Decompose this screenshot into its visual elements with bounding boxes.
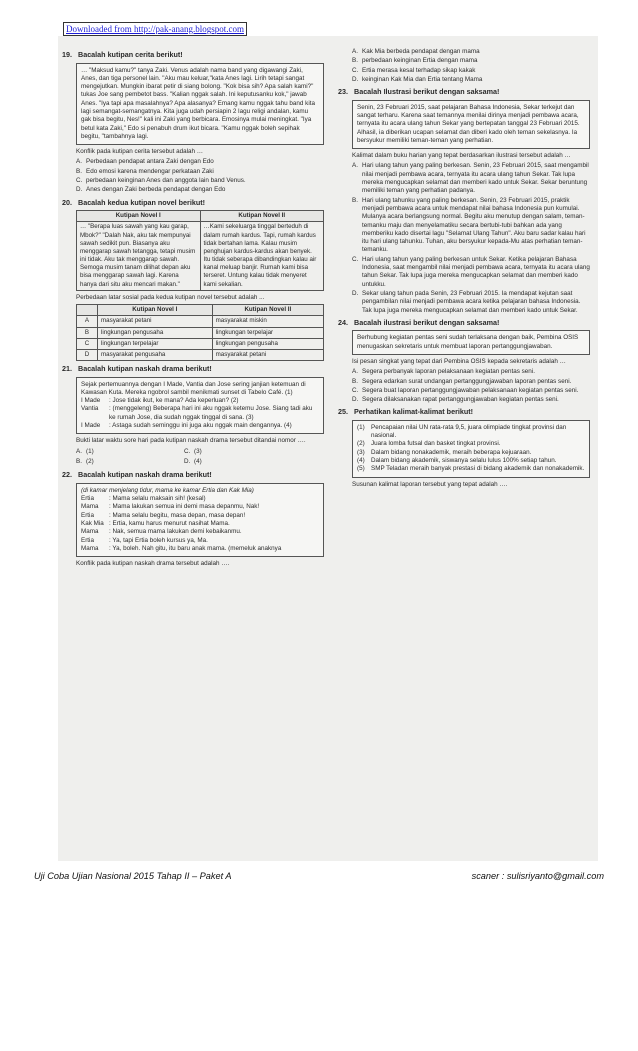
option-text: Ertia merasa kesal terhadap sikap kakak xyxy=(362,66,476,74)
option-text: Perbedaan pendapat antara Zaki dengan Edo xyxy=(86,158,214,166)
option-letter: D. xyxy=(184,457,191,465)
footer-scanner-credit: scaner : sulisriyanto@gmail.com xyxy=(471,871,604,881)
option-letter: B xyxy=(77,327,98,338)
dialogue-line xyxy=(81,405,319,422)
illustration-box xyxy=(352,330,590,355)
option-letter: D. xyxy=(352,396,359,404)
option-b[interactable] xyxy=(352,57,590,65)
dialogue-text: : Mama lakukan semua ini demi masa depanmu, Nak! xyxy=(109,503,260,511)
option-d[interactable] xyxy=(352,76,590,84)
table-cell: masyarakat miskin xyxy=(212,316,323,327)
dialogue-line xyxy=(81,520,319,528)
option-c[interactable] xyxy=(184,448,284,456)
dialogue-text: : Ya, boleh. Nah gitu, itu baru anak mama. (memeluk anaknya xyxy=(109,544,282,552)
option-b[interactable] xyxy=(76,168,324,176)
illustration-text: Senin, 23 Februari 2015, saat pelajaran Bahasa Indonesia, Sekar terkejut dan sangat terharu. Karena saat temannya menilai dirinya menjadi pembawa acara, ternyata itu acara ulang tahun Sekar yang bertepatan tanggal 23 Februari 2015. Alhasil, ia diberikan ucapan selamat dan diberi kado oleh teman sekelasnya. Ia bersyukur memiliki teman-teman yang perhatian. xyxy=(357,103,580,144)
option-d[interactable] xyxy=(76,186,324,194)
option-letter: A. xyxy=(352,162,358,170)
table-cell: lingkungan terpelajar xyxy=(98,338,213,349)
answer-options-table xyxy=(76,304,324,361)
question-number: 19. xyxy=(62,50,72,59)
option-text: Segera edarkan surat undangan pertanggungjawaban laporan pentas seni. xyxy=(362,377,572,385)
table-cell: lingkungan terpelajar xyxy=(212,327,323,338)
question-title: Bacalah Ilustrasi berikut dengan saksama! xyxy=(354,87,500,97)
option-text: perbedaan keinginan Anes dan anggota lain band Venus. xyxy=(86,177,246,185)
option-letter: C. xyxy=(352,386,359,394)
scanned-exam-page xyxy=(58,36,598,861)
question-header xyxy=(62,364,324,374)
question-header xyxy=(338,87,590,97)
question-25 xyxy=(338,407,590,489)
option-row-b[interactable] xyxy=(77,327,324,338)
option-text: Hari ulang tahun yang paling berkesan untuk Sekar. Ketika pelajaran Bahasa Indonesia, saat mengambil nilai menjadi pembawa acara, ternyata itu acara ulang tahun Sekar. Tak lupa juga mereka mengucapkan selamat dan memberi kado untukku. xyxy=(362,255,590,288)
drama-excerpt-box xyxy=(76,377,324,435)
download-source-link[interactable]: Downloaded from http://pak-anang.blogspot.com xyxy=(63,22,247,36)
item-text: Juara lomba futsal dan basket tingkat provinsi. xyxy=(371,440,501,448)
dialogue-line xyxy=(81,545,319,553)
item-number: (2) xyxy=(357,440,365,448)
dialogue-text: : Mama selalu begitu, masa depan, masa depan! xyxy=(109,511,246,519)
speaker: I Made xyxy=(81,422,101,430)
dialogue-text: : Nak, semua mama lakukan demi kebaikanmu. xyxy=(109,528,242,536)
question-number: 23. xyxy=(338,87,348,97)
item-text: SMP Teladan meraih banyak prestasi di bidang akademik dan nonakademik. xyxy=(371,465,585,473)
item-text: Dalam bidang akademik, siswanya selalu lulus 100% setiap tahun. xyxy=(371,457,557,465)
question-title: Bacalah kutipan naskah drama berikut! xyxy=(78,470,212,480)
option-a[interactable] xyxy=(76,158,324,166)
option-letter: B. xyxy=(352,377,358,385)
option-row-a[interactable] xyxy=(77,316,324,327)
dialogue-line xyxy=(81,495,319,503)
table-cell: masyarakat pengusaha xyxy=(98,349,213,360)
question-header xyxy=(62,470,324,480)
dialogue-line xyxy=(81,528,319,536)
dialogue-line xyxy=(81,537,319,545)
question-24 xyxy=(338,318,590,405)
option-d[interactable] xyxy=(184,458,284,466)
question-header xyxy=(62,198,324,208)
dialogue-text: : Mama selalu maksain sih! (kesal) xyxy=(109,495,206,503)
option-text: Segera perbanyak laporan pelaksanaan kegiatan pentas seni. xyxy=(362,368,535,376)
table-cell: lingkungan pengusaha xyxy=(212,338,323,349)
question-title: Bacalah kutipan cerita berikut! xyxy=(78,50,183,59)
list-item xyxy=(357,465,585,473)
question-title: Bacalah kutipan naskah drama berikut! xyxy=(78,364,212,374)
dialogue-text: : Ya, tapi Ertia boleh kursus ya, Ma. xyxy=(109,536,208,544)
question-header xyxy=(338,318,590,328)
item-number: (3) xyxy=(357,448,365,456)
option-c[interactable] xyxy=(352,67,590,75)
list-item xyxy=(357,424,585,441)
dialogue-line xyxy=(81,422,319,430)
dialogue-line xyxy=(81,397,319,405)
table-header: Kutipan Novel I xyxy=(77,211,201,222)
drama-intro: Sejak pertemuannya dengan I Made, Vantia dan Jose sering janjian ketemuan di Kawasan Kuta. Mereka ngobrol sambil menikmati sunset di Tabelo Café. (1) xyxy=(81,380,306,396)
option-c[interactable] xyxy=(76,177,324,185)
item-text: Pencapaian nilai UN rata-rata 9,5, juara olimpiade tingkat provinsi dan nasional. xyxy=(371,423,567,440)
option-a[interactable] xyxy=(352,368,590,376)
table-header-blank xyxy=(77,305,98,316)
question-stem: Perbedaan latar sosial pada kedua kutipan novel tersebut adalah ... xyxy=(76,293,265,301)
novel-excerpts-table xyxy=(76,210,324,291)
option-text: Segera dilaksanakan rapat pertanggungjawaban kegiatan pentas seni. xyxy=(362,396,559,404)
speaker: I Made xyxy=(81,397,101,405)
question-number: 24. xyxy=(338,317,348,327)
speaker: Ertia xyxy=(81,511,94,519)
table-header: Kutipan Novel II xyxy=(200,211,324,222)
question-number: 25. xyxy=(338,407,348,417)
question-stem: Bukti latar waktu sore hari pada kutipan naskah drama tersebut ditandai nomor …. xyxy=(76,437,306,445)
option-letter: D. xyxy=(352,75,359,83)
drama-excerpt-box xyxy=(76,483,324,557)
question-stem: Kalimat dalam buku harian yang tepat berdasarkan ilustrasi tersebut adalah … xyxy=(352,152,571,160)
list-item xyxy=(357,440,585,448)
question-stem: Konflik pada kutipan naskah drama tersebut adalah …. xyxy=(76,560,230,568)
footer-exam-title: Uji Coba Ujian Nasional 2015 Tahap II – Paket A xyxy=(34,871,232,881)
question-21 xyxy=(62,364,324,467)
option-b[interactable] xyxy=(352,197,590,255)
dialogue-text: : Jose tidak ikut, ke mana? Ada keperluan? (2) xyxy=(109,397,239,405)
list-item xyxy=(357,449,585,457)
dialogue-text: : Ertia, kamu harus menurut nasihat Mama. xyxy=(109,519,230,527)
question-number: 20. xyxy=(62,197,72,207)
options-row xyxy=(76,448,324,457)
option-text: (3) xyxy=(194,447,202,455)
item-number: (5) xyxy=(357,465,365,473)
table-header: Kutipan Novel I xyxy=(98,305,213,316)
option-letter: C. xyxy=(184,447,191,455)
option-text: Segera buat laporan pertanggungjawaban pelaksanaan kegiatan pentas seni. xyxy=(362,386,579,394)
illustration-box xyxy=(352,100,590,149)
dialogue-line xyxy=(81,512,319,520)
option-a[interactable] xyxy=(352,162,590,195)
option-c[interactable] xyxy=(352,256,590,289)
option-text: perbedaan keinginan Ertia dengan mama xyxy=(362,57,478,65)
option-text: keinginan Kak Mia dan Ertia tentang Mama xyxy=(362,75,483,83)
novel-excerpt-2: …Kami sekeluarga tinggal berteduh di dalam rumah kardus. Tapi, rumah kardus tidak bertahan lama. Kalau musim penghujan kardus-kardus akan benyek. Itu tidak seberapa dibandingkan kalau air kanal meluap banjir. Rumah kami bisa terseret. Untung kalau tidak menyeret kami sekalian. xyxy=(200,222,324,291)
option-letter: B. xyxy=(352,57,358,65)
question-number: 21. xyxy=(62,364,72,374)
question-stem: Isi pesan singkat yang tepat dari Pembina OSIS kepada sekretaris adalah … xyxy=(352,357,566,365)
item-number: (1) xyxy=(357,423,365,431)
sentences-box xyxy=(352,420,590,478)
drama-intro: (di kamar menjelang tidur, mama ke kamar Ertia dan Kak Mia) xyxy=(81,486,254,494)
option-letter: A. xyxy=(76,158,82,166)
question-19 xyxy=(62,50,324,195)
table-header: Kutipan Novel II xyxy=(212,305,323,316)
illustration-text: Berhubung kegiatan pentas seni sudah terlaksana dengan baik, Pembina OSIS menugaskan sekretaris untuk membuat laporan pertanggungjawaban. xyxy=(357,334,579,350)
option-a[interactable] xyxy=(76,448,176,456)
option-letter: B. xyxy=(76,457,82,465)
item-number: (4) xyxy=(357,457,365,465)
speaker: Vantia xyxy=(81,405,99,413)
story-excerpt: … "Maksud kamu?" tanya Zaki. Venus adalah nama band yang digawangi Zaki, Anes, dan tiga personel lain. "Aku mau keluar,"kata Anes lagi. Lirih tetapi sangat mengejutkan. Mungkin ibarat petir di siang bolong. "Kok bisa sih? Apa salah kami?" tukas Joe sang pembetot bass. "Kalian nggak salah. Ini keputusanku kok," jawab Anes. "Iya tapi apa masalahnya? Apa alasanya? Emang kamu nggak tahu band kita lagi semangat-semangatnya. Kita juga udah persiapin 2 lagu religi andalan, kamu gak bisa begitu, Nes!" kali ini Zaki yang berbicara. Emosinya mulai meningkat. "Iya betul kata Zaki," Edo si penabuh drum ikut bicara. "Kamu nggak boleh sepihak begitu, "tambahnya lagi. xyxy=(81,66,315,140)
option-letter: D. xyxy=(352,289,359,297)
dialogue-line xyxy=(81,503,319,511)
table-cell: masyarakat petani xyxy=(212,349,323,360)
right-column xyxy=(338,48,590,492)
question-number: 22. xyxy=(62,470,72,480)
option-letter: B. xyxy=(352,196,358,204)
question-23 xyxy=(338,87,590,315)
option-text: Sekar ulang tahun pada Senin, 23 Februari 2015. Ia mendapat kejutan saat pengambilan nilai menjadi pembawa acara ketika pelajaran bahasa Indonesia. Tak lupa juga mereka mengucapkan selamat dan memberi kado untuk Sekar. xyxy=(362,289,581,314)
table-cell: masyarakat petani xyxy=(98,316,213,327)
list-item xyxy=(357,457,585,465)
option-d[interactable] xyxy=(352,396,590,404)
dialogue-text: : Astaga sudah seminggu ini juga aku nggak main dengannya. (4) xyxy=(109,422,292,430)
option-b[interactable] xyxy=(76,458,176,466)
option-letter: C. xyxy=(76,177,83,185)
option-text: (2) xyxy=(86,457,94,465)
question-stem: Konflik pada kutipan cerita tersebut adalah … xyxy=(76,148,204,156)
table-cell: lingkungan pengusaha xyxy=(98,327,213,338)
story-excerpt-box xyxy=(76,63,324,146)
question-title: Bacalah kedua kutipan novel berikut! xyxy=(78,197,206,207)
speaker: Mama xyxy=(81,544,99,552)
option-a[interactable] xyxy=(352,48,590,56)
option-text: (4) xyxy=(194,457,202,465)
option-text: Hari ulang tahun yang paling berkesan. Senin, 23 Februari 2015, saat mengambil nilai menjadi pembawa acara, ternyata itu acara ulang tahun Sekar. Tak lupa mereka mengucapkan selamat dan memberi kado untuk Sekar. Sekar beruntung memiliki teman yang perhatian padanya. xyxy=(362,162,589,195)
option-letter: A. xyxy=(352,368,358,376)
question-20 xyxy=(62,198,324,361)
speaker: Ertia xyxy=(81,536,94,544)
option-letter: D xyxy=(77,349,98,360)
speaker: Mama xyxy=(81,503,99,511)
option-text: Anes dengan Zaki berbeda pendapat dengan Edo xyxy=(86,186,226,194)
option-letter: A. xyxy=(76,447,82,455)
option-letter: B. xyxy=(76,167,82,175)
dialogue-text: : (menggeleng) Beberapa hari ini aku nggak ketemu Jose. Siang tadi aku ke rumah Jose, dia sudah nggak tinggal di sana. (3) xyxy=(109,405,313,421)
question-title: Bacalah ilustrasi berikut dengan saksama! xyxy=(354,317,500,327)
option-letter: C xyxy=(77,338,98,349)
question-stem: Susunan kalimat laporan tersebut yang tepat adalah …. xyxy=(352,480,508,488)
option-row-d[interactable] xyxy=(77,349,324,360)
left-column xyxy=(62,48,324,571)
option-text: Kak Mia berbeda pendapat dengan mama xyxy=(362,48,480,55)
option-text: Hari ulang tahunku yang paling berkesan. Senin, 23 Februari 2015, praktik menjadi pembawa acara untuk mendapat nilai bahasa Indonesia pun kumulai. Mulanya acara berlangsung normal. Begitu aku menutup dengan salam, teman-temanku maju dan menyelamatiku secara bertubi-tubi bahkan ada yang memberiku kado disertai lagu "Selamat Ulang Tahun". Aku baru sadar kalau hari itu hari ulang tahunku. Tuhan, aku bersyukur kepada-Mu atas perhatian teman-temanku. xyxy=(362,196,586,254)
option-letter: A xyxy=(77,316,98,327)
item-text: Dalam bidang nonakademik, meraih beberapa kejuaraan. xyxy=(371,448,532,456)
question-title: Perhatikan kalimat-kalimat berikut! xyxy=(354,407,474,417)
option-text: (1) xyxy=(86,447,94,455)
option-letter: C. xyxy=(352,255,359,263)
option-text: Edo emosi karena mendengar perkataan Zaki xyxy=(86,167,214,175)
option-letter: C. xyxy=(352,66,359,74)
question-22-options xyxy=(338,48,590,84)
options-row xyxy=(76,458,324,467)
question-22 xyxy=(62,470,324,568)
option-b[interactable] xyxy=(352,378,590,386)
speaker: Ertia xyxy=(81,495,94,503)
option-row-c[interactable] xyxy=(77,338,324,349)
speaker: Mama xyxy=(81,528,99,536)
option-c[interactable] xyxy=(352,387,590,395)
novel-excerpt-1: … "Berapa luas sawah yang kau garap, Mbok?" "Dalah Nak, aku tak mempunyai sawah sedikit pun. Biasanya aku menggarap sawah tetangga, tetapi musim ini tidak. Aku tak menggarap sawah. Semoga musim tanam dilihat depan aku bisa menggarap sawah lagi. Karena hanya dari situ aku mencari makan." xyxy=(77,222,201,291)
question-header xyxy=(62,50,324,60)
option-letter: A. xyxy=(352,48,358,55)
option-d[interactable] xyxy=(352,290,590,315)
speaker: Kak Mia xyxy=(81,519,104,527)
option-letter: D. xyxy=(76,186,83,194)
question-header xyxy=(338,407,590,417)
